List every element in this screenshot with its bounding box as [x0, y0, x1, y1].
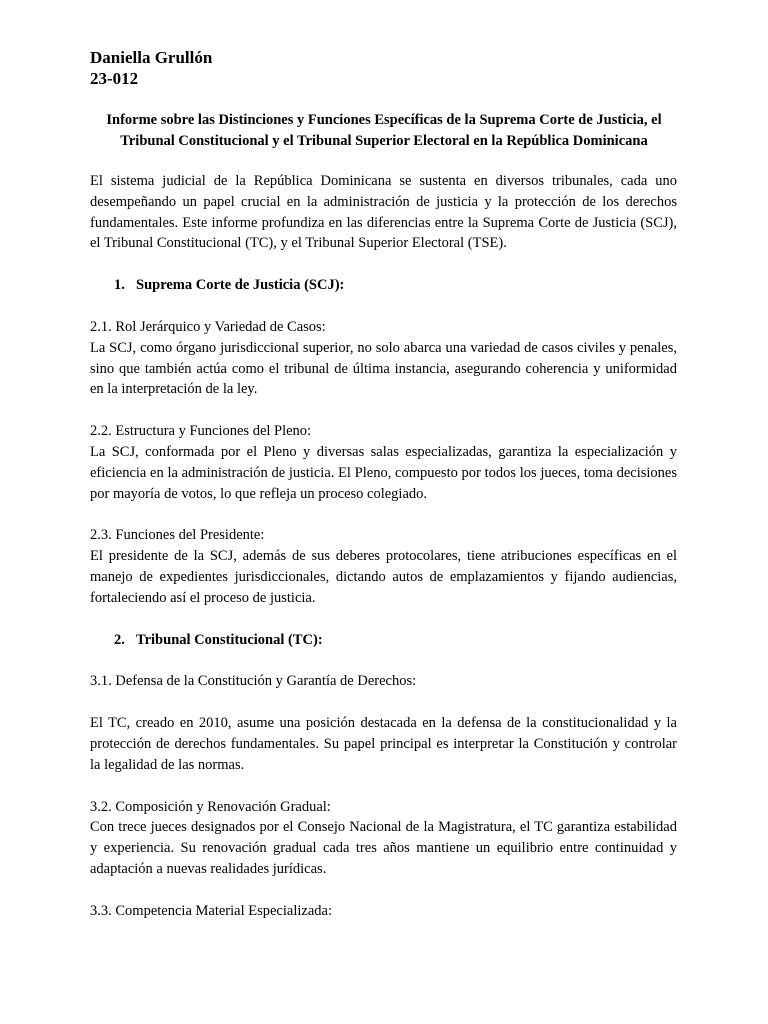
subsection-3-3-title: 3.3. Competencia Material Especializada:: [90, 902, 332, 919]
report-body: [90, 171, 677, 922]
section-1-number: 1.: [114, 277, 125, 294]
author-block: [90, 47, 212, 89]
subsection-3-1-body: El TC, creado en 2010, asume una posición destacada en la defensa de la constitucionalidad y la protección de derechos fundamentales. Su papel principal es interpretar la Constitución y controlar la legalidad de las normas.: [90, 715, 677, 773]
subsection-3-2-body: Con trece jueces designados por el Consejo Nacional de la Magistratura, el TC garantiza estabilidad y experiencia. Su renovación gradual cada tres años mantiene un equilibrio entre continuidad y adaptación a nuevas realidades jurídicas.: [90, 819, 677, 877]
section-2-number: 2.: [114, 631, 125, 648]
report-title: Informe sobre las Distinciones y Funciones Específicas de la Suprema Corte de Justicia, el Tribunal Constitucional y el Tribunal Superior Electoral en la República Dominicana: [106, 112, 662, 149]
intro-paragraph: El sistema judicial de la República Dominicana se sustenta en diversos tribunales, cada uno desempeñando un papel crucial en la administración de justicia y la protección de los derechos fundamentales. Este informe profundiza en las diferencias entre la Suprema Corte de Justicia (SCJ), el Tribunal Constitucional (TC), y el Tribunal Superior Electoral (TSE).: [90, 173, 677, 252]
subsection-2-3-title: 2.3. Funciones del Presidente:: [90, 527, 265, 544]
subsection-2-3-body: El presidente de la SCJ, además de sus deberes protocolares, tiene atribuciones específicas en el manejo de expedientes jurisdiccionales, dictando autos de emplazamientos y fijando audiencias, fortaleciendo así el proceso de justicia.: [90, 548, 677, 606]
subsection-3-2-title: 3.2. Composición y Renovación Gradual:: [90, 798, 331, 815]
section-1-title: Suprema Corte de Justicia (SCJ):: [136, 277, 345, 294]
section-1-heading: [90, 275, 677, 296]
subsection-2-1-body: La SCJ, como órgano jurisdiccional superior, no solo abarca una variedad de casos civiles y penales, sino que también actúa como el tribunal de última instancia, asegurando coherencia y uniformidad en la interpretación de la ley.: [90, 339, 677, 398]
author-name: Daniella Grullón: [90, 48, 213, 67]
subsection-2-1-title: 2.1. Rol Jerárquico y Variedad de Casos:: [90, 318, 326, 335]
subsection-3-1-title: 3.1. Defensa de la Constitución y Garantía de Derechos:: [90, 673, 417, 690]
author-id: 23-012: [90, 69, 139, 88]
subsection-2-2-title: 2.2. Estructura y Funciones del Pleno:: [90, 423, 312, 440]
subsection-2-2-body: La SCJ, conformada por el Pleno y diversas salas especializadas, garantiza la especialización y eficiencia en la administración de justicia. El Pleno, compuesto por todos los jueces, toma decisiones por mayoría de votos, lo que refleja un proceso colegiado.: [90, 443, 677, 502]
section-2-heading: [90, 630, 677, 651]
section-2-title: Tribunal Constitucional (TC):: [136, 631, 323, 648]
